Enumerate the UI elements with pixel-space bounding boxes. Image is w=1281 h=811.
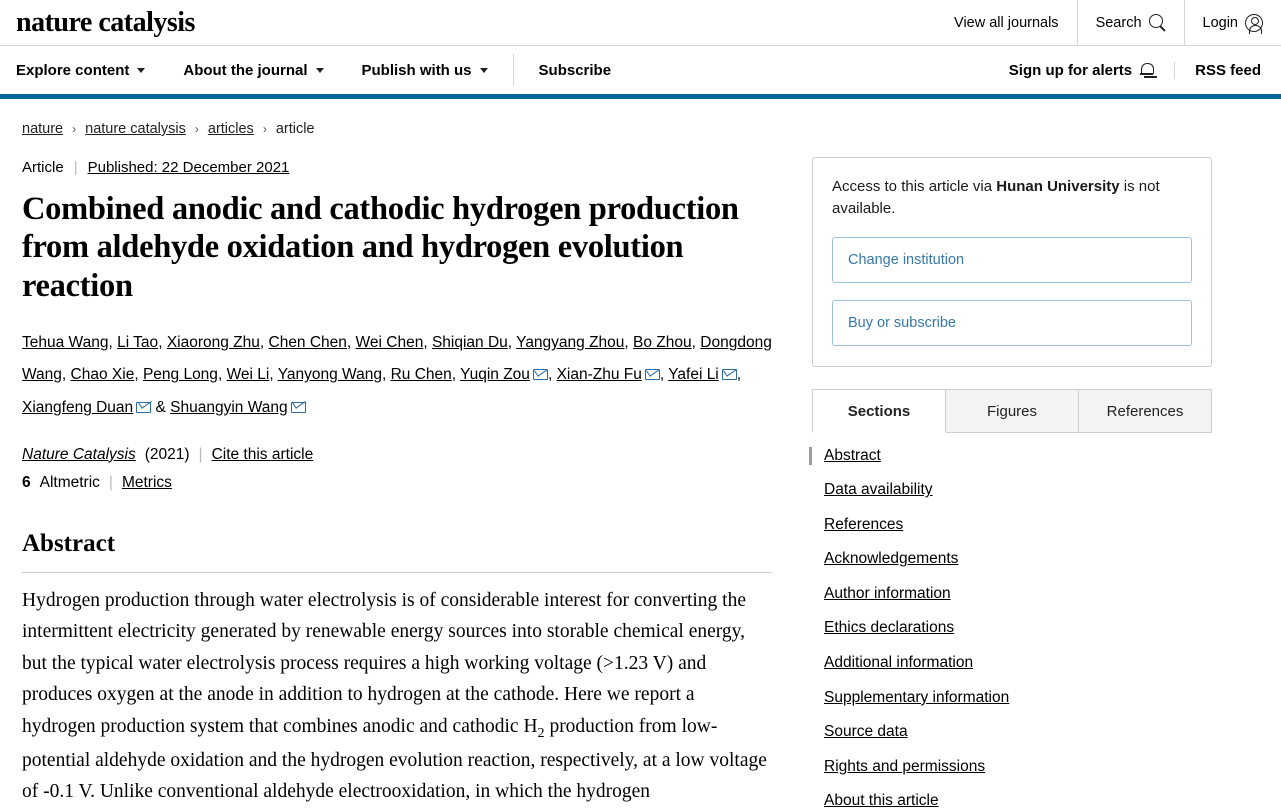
author-sep: , — [217, 366, 227, 384]
sign-up-for-alerts-label: Sign up for alerts — [1008, 61, 1133, 79]
search-button[interactable] — [1077, 0, 1184, 45]
article-meta — [22, 159, 792, 176]
tab-figures[interactable]: Figures — [946, 389, 1079, 432]
nav-item-label: Subscribe — [538, 61, 612, 79]
abstract-divider — [22, 572, 772, 573]
author-sep: , — [507, 334, 517, 352]
institution-name: Hunan University — [996, 178, 1120, 195]
author-sep: , — [134, 366, 143, 384]
section-link-author-information[interactable] — [812, 585, 1212, 604]
section-label: References — [824, 515, 904, 533]
tab-references[interactable]: References — [1079, 389, 1212, 432]
email-icon[interactable] — [136, 402, 151, 413]
tab-sections[interactable]: Sections — [812, 389, 946, 433]
section-label: About this article — [824, 792, 939, 810]
section-link-abstract[interactable] — [809, 447, 1212, 466]
section-link-data-availability[interactable] — [812, 481, 1212, 500]
altmetric-count: 6 — [22, 473, 31, 491]
section-link-references[interactable] — [812, 516, 1212, 535]
nav-item-label: Explore content — [16, 61, 130, 79]
section-link-additional-information[interactable] — [812, 654, 1212, 673]
author-sep: , — [346, 334, 356, 352]
journal-name-link[interactable]: Nature Catalysis — [22, 445, 136, 463]
journal-year: (2021) — [144, 445, 190, 463]
author-link[interactable]: Xiangfeng Duan — [22, 398, 134, 416]
section-link-source-data[interactable] — [812, 723, 1212, 742]
access-box — [812, 157, 1212, 367]
author-sep: , — [423, 334, 432, 352]
search-label: Search — [1095, 14, 1142, 31]
section-label: Abstract — [824, 446, 881, 464]
breadcrumb-item-nature-catalysis[interactable]: nature catalysis — [85, 121, 186, 137]
abstract-text — [22, 585, 772, 808]
main-nav — [0, 46, 1281, 99]
author-link[interactable]: Yafei Li — [668, 366, 719, 384]
article-main-column — [22, 143, 812, 808]
author-sep: , — [547, 366, 557, 384]
nav-item-about-the-journal[interactable] — [164, 62, 342, 79]
metrics-row — [22, 474, 792, 492]
section-label: Author information — [824, 584, 951, 602]
top-bar-actions — [936, 0, 1281, 45]
rss-feed-link[interactable] — [1174, 62, 1281, 79]
author-link[interactable]: Yanyong Wang — [277, 366, 382, 384]
access-text-before: Access to this article via — [832, 178, 997, 195]
content-columns — [16, 143, 1265, 811]
journal-citation — [22, 446, 792, 464]
section-link-supplementary-information[interactable] — [812, 689, 1212, 708]
author-link[interactable]: Dongdong Wang — [22, 334, 772, 384]
buy-or-subscribe-button[interactable]: Buy or subscribe — [832, 300, 1192, 346]
author-link[interactable]: Ru Chen — [390, 366, 452, 384]
altmetric-label: Altmetric — [39, 473, 100, 491]
author-sep: , — [624, 334, 634, 352]
section-link-rights-and-permissions[interactable] — [812, 758, 1212, 777]
section-label: Supplementary information — [824, 688, 1010, 706]
breadcrumb-item-article: article — [275, 121, 315, 137]
nav-item-label: Publish with us — [361, 61, 472, 79]
nav-item-subscribe[interactable] — [520, 62, 631, 79]
rss-feed-label: RSS feed — [1195, 61, 1261, 79]
author-sep: , — [269, 366, 278, 384]
top-bar — [0, 0, 1281, 46]
view-all-journals-label: View all journals — [954, 14, 1059, 31]
abstract-part-1: Hydrogen production through water electrolysis is of considerable interest for converting the intermittent electricity generated by renewable energy sources into storable chemical energy, but the typical water electrolysis process requires a high working voltage (>1.23 V) and produces oxygen at the anode in addition to hydrogen at the cathode. Here we report a hydrogen production system that combines anodic and cathodic H — [22, 589, 746, 738]
change-institution-button[interactable]: Change institution — [832, 237, 1192, 283]
metrics-link[interactable]: Metrics — [121, 473, 172, 491]
author-link[interactable]: Xian-Zhu Fu — [556, 366, 642, 384]
page-title: Combined anodic and cathodic hydrogen production from aldehyde oxidation and hydrogen evolution reaction — [22, 191, 739, 304]
author-sep: , — [691, 334, 701, 352]
email-icon[interactable] — [722, 369, 737, 380]
section-label: Rights and permissions — [824, 757, 986, 775]
nav-item-label: About the journal — [183, 61, 308, 79]
email-icon[interactable] — [645, 369, 660, 380]
author-sep: , — [158, 334, 167, 352]
author-link[interactable]: Chao Xie — [70, 366, 135, 384]
author-list — [22, 327, 782, 424]
section-label: Acknowledgements — [824, 550, 959, 568]
author-link[interactable]: Yangyang Zhou — [516, 334, 625, 352]
section-label: Ethics declarations — [824, 619, 955, 637]
author-link[interactable]: Shuangyin Wang — [170, 398, 288, 416]
meta-divider: | — [108, 473, 113, 491]
chevron-down-icon — [316, 68, 324, 73]
article-sidebar — [812, 143, 1212, 811]
author-sep: , — [451, 366, 461, 384]
nav-item-explore-content[interactable] — [0, 62, 164, 79]
cite-this-article-link[interactable]: Cite this article — [211, 445, 314, 463]
nav-right-actions — [989, 62, 1281, 79]
meta-divider: | — [73, 159, 78, 176]
site-logo[interactable]: nature catalysis — [16, 6, 195, 38]
author-link[interactable]: Wei Li — [226, 366, 270, 384]
author-sep: , — [381, 366, 391, 384]
page-body — [0, 99, 1281, 811]
access-text-after: is not available. — [832, 178, 1160, 217]
author-link[interactable]: Tehua Wang — [22, 334, 109, 352]
section-label: Source data — [824, 723, 908, 741]
author-link[interactable]: Xiaorong Zhu — [166, 334, 260, 352]
nav-item-publish-with-us[interactable] — [343, 62, 507, 79]
breadcrumb-separator: › — [194, 122, 199, 136]
author-link[interactable]: Bo Zhou — [633, 334, 692, 352]
chevron-down-icon — [137, 68, 145, 73]
sign-up-for-alerts-button[interactable] — [989, 62, 1174, 79]
sections-list — [812, 433, 1212, 811]
abstract-subscript: 2 — [537, 724, 545, 741]
breadcrumb-separator: › — [72, 122, 77, 136]
email-icon[interactable] — [291, 402, 306, 413]
email-icon[interactable] — [533, 369, 548, 380]
author-link[interactable]: Shiqian Du — [431, 334, 508, 352]
chevron-down-icon — [480, 68, 488, 73]
author-sep: , — [61, 366, 71, 384]
login-label: Login — [1202, 14, 1238, 31]
section-link-about-this-article[interactable] — [812, 792, 1212, 811]
breadcrumb-item-nature[interactable]: nature — [22, 121, 64, 137]
author-link[interactable]: Chen Chen — [268, 334, 347, 352]
authors-ampersand: & — [155, 398, 166, 416]
breadcrumb-item-articles[interactable]: articles — [207, 121, 254, 137]
section-link-acknowledgements[interactable] — [812, 550, 1212, 569]
publication-date-link[interactable]: Published: 22 December 2021 — [87, 159, 290, 176]
access-message — [832, 176, 1192, 220]
author-link[interactable]: Peng Long — [142, 366, 218, 384]
section-label: Additional information — [824, 654, 974, 672]
search-icon — [1149, 14, 1166, 31]
login-button[interactable] — [1184, 0, 1281, 45]
view-all-journals-link[interactable] — [936, 0, 1077, 45]
article-type-label: Article — [22, 159, 64, 176]
section-link-ethics-declarations[interactable] — [812, 619, 1212, 638]
sidebar-tabs — [812, 389, 1212, 433]
author-link[interactable]: Yuqin Zou — [460, 366, 530, 384]
author-link[interactable]: Wei Chen — [355, 334, 424, 352]
author-sep: , — [108, 334, 118, 352]
author-sep: , — [259, 334, 269, 352]
bell-icon — [1140, 62, 1154, 78]
person-icon — [1245, 14, 1263, 32]
nav-divider — [513, 54, 514, 86]
breadcrumb-separator: › — [262, 122, 267, 136]
section-label: Data availability — [824, 481, 933, 499]
breadcrumb — [16, 99, 1265, 143]
author-link[interactable]: Li Tao — [117, 334, 159, 352]
author-sep: , — [736, 366, 742, 384]
author-sep: , — [659, 366, 669, 384]
abstract-heading: Abstract — [22, 529, 116, 557]
abstract-part-2: production from low-potential aldehyde oxidation and the hydrogen evolution reaction, respectively, at a low voltage of -0.1 V. Unlike conventional aldehyde electrooxidation, in which the hydrogen — [22, 716, 767, 803]
meta-divider: | — [198, 445, 203, 463]
